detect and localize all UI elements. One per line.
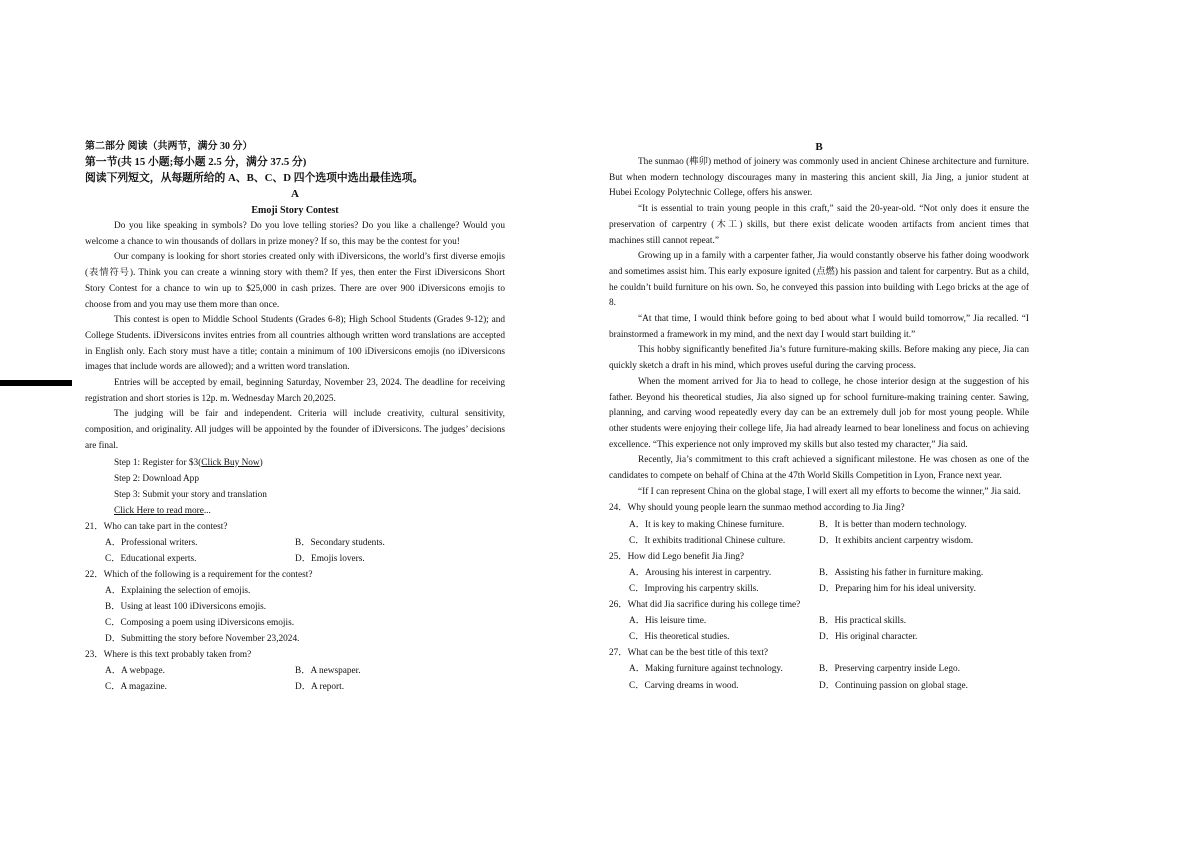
paragraph: The judging will be fair and independent. Criteria will include creativity, cultural sensitivity, composition, and originality. All judges will be appointed by the founder of iDiversicons. The judges’ decisions are final. [85,409,505,451]
read-more-ellipsis: ... [203,505,211,516]
paragraph: “At that time, I would think before going to bed about what I would build tomorrow,” Jia recalled. “I brainstormed a framework in my mind, and the next day I would start building it.” [609,314,1029,340]
section-header: 第二部分 阅读（共两节，满分 30 分） [85,141,253,152]
question-stem: 25．How did Lego benefit Jia Jing? [609,551,745,562]
paragraph: Entries will be accepted by email, beginning Saturday, November 23, 2024. The deadline for receiving registration and short stories is 12p. m. Wednesday March 20,2025. [85,378,505,404]
option-b[interactable]: B．A newspaper. [295,666,361,677]
option-b[interactable]: B．Using at least 100 iDiversicons emojis. [105,602,267,613]
step-1 [85,455,505,471]
option-c[interactable]: C．Composing a poem using iDiversicons emojis. [105,618,295,629]
question-22 [85,567,505,647]
question-23 [85,647,505,695]
question-21 [85,519,505,567]
paragraph: When the moment arrived for Jia to head to college, he chose interior design at the suggestion of his father. Beyond his theoretical studies, Jia also signed up for school furniture-making training center. Sawing, planning, and carving wood repeatedly every day can be an extremely dull job for most young people. While other students were enjoying their college life, Jia had already learned to bear loneliness and focus on achieving excellence. “This experience not only improved my skills but also tested my character,” Jia said. [609,376,1029,450]
question-27 [609,645,1029,693]
option-d[interactable]: D．It exhibits ancient carpentry wisdom. [819,535,974,546]
paragraph: Our company is looking for short stories created only with iDiversicons, the world’s first diverse emojis (表情符号). Think you can create a winning story with them? If yes, then enter the First iDiversicons Short Story Contest for a chance to win up to $25,000 in cash prizes. There are over 900 iDiversicons emojis to choose from and you may use them more than once. [85,252,505,310]
right-column [609,139,1029,694]
option-d[interactable]: D．His original character. [819,632,918,643]
option-b[interactable]: B．His practical skills. [819,616,907,627]
option-b[interactable]: B．It is better than modern technology. [819,519,967,530]
question-stem: 26．What did Jia sacrifice during his college time? [609,600,801,611]
question-stem: 22．Which of the following is a requirement for the contest? [85,569,313,580]
read-more [85,503,505,519]
option-d[interactable]: D．Preparing him for his ideal university. [819,583,976,594]
option-b[interactable]: B．Assisting his father in furniture making. [819,567,984,578]
buy-now-link[interactable]: Click Buy Now [201,457,260,468]
option-c[interactable]: C．His theoretical studies. [629,632,730,643]
instruction: 阅读下列短文，从每题所给的 A、B、C、D 四个选项中选出最佳选项。 [85,172,424,184]
paragraph: “If I can represent China on the global stage, I will exert all my efforts to become the winner,” Jia said. [638,486,1021,497]
passage-letter-a: A [291,188,299,200]
option-a[interactable]: A．His leisure time. [629,616,707,627]
paragraph: Do you like speaking in symbols? Do you love telling stories? Do you like a challenge? Would you welcome a chance to win thousands of dollars in prize money? If so, this may be the contest for you! [85,221,505,247]
question-stem: 21．Who can take part in the contest? [85,521,228,532]
option-d[interactable]: D．Continuing passion on global stage. [819,680,968,691]
option-a[interactable]: A．A webpage. [105,666,165,677]
step-1-text: Step 1: Register for $3( [114,457,202,468]
question-stem: 27．What can be the best title of this text? [609,648,769,659]
option-d[interactable]: D．Submitting the story before November 23,2024. [105,634,300,645]
paragraph: “It is essential to train young people in this craft,” said the 20-year-old. “Not only does it ensure the preservation of carpentry (木工) skills, but there exist delicate wooden artifacts from ancient times that machines still cannot repeat.” [609,204,1029,246]
option-c[interactable]: C．Educational experts. [105,553,197,564]
question-24 [609,500,1029,548]
option-a[interactable]: A．Explaining the selection of emojis. [105,585,251,596]
question-26 [609,597,1029,645]
passage-letter-b: B [815,141,823,153]
margin-bar [0,380,72,386]
paragraph: Recently, Jia’s commitment to this craft achieved a significant milestone. He was chosen as one of the candidates to compete on behalf of China at the 47th World Skills Competition in Lyon, France next year. [609,455,1029,482]
paragraph: This contest is open to Middle School Students (Grades 6-8); High School Students (Grades 9-12); and College Students. iDiversicons invites entries from all countries although written word translations are accepted in English only. Each story must have a title; contain a minimum of 100 iDiversicons emojis (no iDiversicons images that include words are allowed); and a written word translation. [85,315,505,373]
read-more-link[interactable]: Click Here to read more [114,505,204,516]
option-c[interactable]: C．It exhibits traditional Chinese culture. [629,535,786,546]
part-header: 第一节(共 15 小题;每小题 2.5 分，满分 37.5 分) [85,156,307,168]
option-d[interactable]: D．Emojis lovers. [295,553,365,564]
option-a[interactable]: A．Professional writers. [105,537,198,548]
option-c[interactable]: C．A magazine. [105,682,167,693]
left-column [85,139,505,696]
passage-title: Emoji Story Contest [251,205,339,216]
question-stem: 24．Why should young people learn the sunmao method according to Jia Jing? [609,503,905,514]
step-3: Step 3: Submit your story and translation [114,489,267,500]
option-a[interactable]: A．It is key to making Chinese furniture. [629,519,785,530]
question-25 [609,549,1029,597]
step-2: Step 2: Download App [114,473,199,484]
step-1-close: ) [259,457,263,468]
paragraph: Growing up in a family with a carpenter father, Jia would constantly observe his father doing woodwork and sometimes assist him. This early exposure ignited (点燃) his passion and talent for carpentry. But as a child, he couldn’t build furniture on his own. So, he conveyed this passion into building with Lego bricks at the age of 8. [609,251,1029,309]
option-c[interactable]: C．Improving his carpentry skills. [629,583,759,594]
option-d[interactable]: D．A report. [295,682,345,693]
paragraph: This hobby significantly benefited Jia’s future furniture-making skills. Before making any piece, Jia can quickly sketch a draft in his mind, which proves useful during the carving process. [609,345,1029,372]
paragraph: The sunmao (榫卯) method of joinery was commonly used in ancient Chinese architecture and furniture. But when modern technology discourages many in mastering this ancient skill, Jia Jing, a junior student at Hubei Ecology Polytechnic College, offers his answer. [609,157,1029,199]
option-c[interactable]: C．Carving dreams in wood. [629,680,739,691]
option-a[interactable]: A．Making furniture against technology. [629,664,783,675]
option-a[interactable]: A．Arousing his interest in carpentry. [629,567,772,578]
option-b[interactable]: B．Preserving carpentry inside Lego. [819,664,960,675]
question-stem: 23．Where is this text probably taken from? [85,650,252,661]
option-b[interactable]: B．Secondary students. [295,537,385,548]
